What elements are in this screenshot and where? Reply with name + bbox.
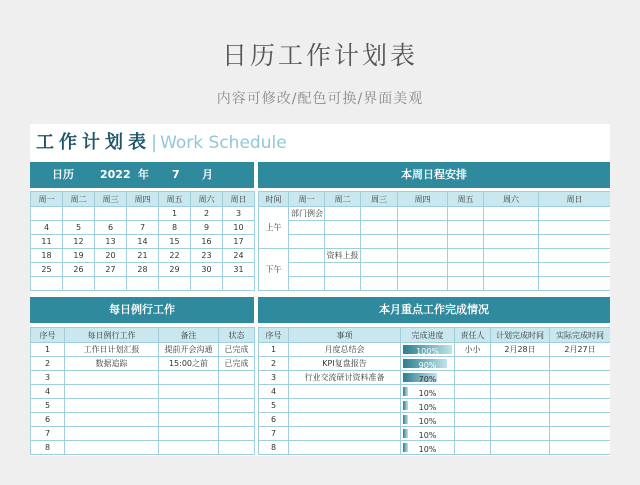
weekly-cell[interactable] <box>539 207 611 221</box>
calendar-day-cell[interactable]: 25 <box>31 263 63 277</box>
progress-bar <box>403 359 452 368</box>
progress-bar <box>403 443 452 452</box>
monthly-actual-cell[interactable] <box>550 413 611 427</box>
progress-fill <box>403 443 408 452</box>
daily-cell[interactable]: 已完成 <box>219 343 255 357</box>
calendar-header <box>30 162 254 188</box>
monthly-planned-cell[interactable] <box>491 357 550 371</box>
calendar-week-row <box>31 263 255 277</box>
monthly-actual-cell[interactable] <box>550 385 611 399</box>
calendar-day-cell[interactable]: 9 <box>191 221 223 235</box>
progress-fill <box>403 401 408 410</box>
monthly-planned-cell[interactable] <box>491 427 550 441</box>
progress-label: 10% <box>418 445 437 454</box>
weekly-cell[interactable] <box>361 277 398 291</box>
daily-routine-table <box>30 327 255 455</box>
monthly-row <box>259 441 611 455</box>
weekly-header-cell: 时间 <box>259 192 289 207</box>
monthly-owner-cell[interactable]: 小小 <box>455 343 491 357</box>
monthly-no-cell: 1 <box>259 343 289 357</box>
monthly-item-cell[interactable]: 月度总结会 <box>289 343 401 357</box>
weekly-row <box>259 235 611 249</box>
monthly-item-cell[interactable] <box>289 413 401 427</box>
daily-cell[interactable] <box>219 385 255 399</box>
daily-header <box>30 297 254 323</box>
calendar-table <box>30 191 255 291</box>
monthly-progress-table <box>258 327 610 455</box>
weekly-cell[interactable] <box>361 235 398 249</box>
weekday-header: 周三 <box>95 192 127 207</box>
calendar-day-cell[interactable] <box>95 277 127 291</box>
weekly-cell[interactable] <box>539 221 611 235</box>
weekly-cell[interactable] <box>289 249 325 263</box>
weekly-cell[interactable] <box>398 277 448 291</box>
monthly-row <box>259 427 611 441</box>
weekly-cell[interactable] <box>361 249 398 263</box>
daily-cell[interactable]: 8 <box>31 441 65 455</box>
calendar-day-cell[interactable]: 10 <box>223 221 255 235</box>
monthly-item-cell[interactable]: 行业交流研讨资料准备 <box>289 371 401 385</box>
daily-header-cell: 序号 <box>31 328 65 343</box>
monthly-actual-cell[interactable] <box>550 441 611 455</box>
daily-cell[interactable] <box>159 385 219 399</box>
calendar-day-cell[interactable]: 1 <box>159 207 191 221</box>
weekly-cell[interactable] <box>289 221 325 235</box>
monthly-header-cell: 计划完成时间 <box>491 328 550 343</box>
daily-cell[interactable] <box>159 371 219 385</box>
daily-header-cell: 备注 <box>159 328 219 343</box>
progress-bar <box>403 345 452 354</box>
progress-fill <box>403 387 408 396</box>
weekly-cell[interactable] <box>448 221 484 235</box>
monthly-no-cell: 4 <box>259 385 289 399</box>
weekly-cell[interactable] <box>448 249 484 263</box>
daily-cell[interactable] <box>159 427 219 441</box>
weekly-cell[interactable] <box>484 249 539 263</box>
weekly-cell[interactable] <box>289 235 325 249</box>
weekly-cell[interactable] <box>448 263 484 277</box>
calendar-day-cell[interactable] <box>63 277 95 291</box>
progress-bar <box>403 387 452 396</box>
monthly-planned-cell[interactable] <box>491 413 550 427</box>
weekly-header-cell: 周一 <box>289 192 325 207</box>
calendar-day-cell[interactable] <box>31 207 63 221</box>
monthly-actual-cell[interactable] <box>550 427 611 441</box>
monthly-actual-cell[interactable] <box>550 357 611 371</box>
daily-cell[interactable] <box>65 371 159 385</box>
daily-cell[interactable]: 2 <box>31 357 65 371</box>
weekly-cell[interactable] <box>325 221 361 235</box>
calendar-week-row <box>31 235 255 249</box>
weekly-schedule-table <box>258 191 610 291</box>
monthly-item-cell[interactable] <box>289 441 401 455</box>
daily-cell[interactable]: 已完成 <box>219 357 255 371</box>
daily-cell[interactable] <box>65 385 159 399</box>
monthly-item-cell[interactable] <box>289 385 401 399</box>
monthly-progress-cell <box>401 357 455 371</box>
calendar-day-cell[interactable]: 31 <box>223 263 255 277</box>
weekly-cell[interactable]: 部门例会 <box>289 207 325 221</box>
calendar-day-cell[interactable]: 19 <box>63 249 95 263</box>
daily-cell[interactable]: 6 <box>31 413 65 427</box>
calendar-year[interactable]: 2022 <box>100 168 131 181</box>
daily-row <box>31 371 255 385</box>
progress-label: 100% <box>416 347 439 356</box>
daily-cell[interactable] <box>159 399 219 413</box>
monthly-header-cell: 实际完成时间 <box>550 328 611 343</box>
daily-title: 每日例行工作 <box>109 303 175 316</box>
daily-row <box>31 399 255 413</box>
daily-cell[interactable]: 15:00之前 <box>159 357 219 371</box>
calendar-day-cell[interactable]: 27 <box>95 263 127 277</box>
monthly-header-cell: 事项 <box>289 328 401 343</box>
monthly-owner-cell[interactable] <box>455 385 491 399</box>
calendar-day-cell[interactable]: 14 <box>127 235 159 249</box>
daily-cell[interactable] <box>65 427 159 441</box>
weekly-row <box>259 221 611 235</box>
weekly-cell[interactable] <box>361 207 398 221</box>
calendar-day-cell[interactable]: 16 <box>191 235 223 249</box>
monthly-planned-cell[interactable] <box>491 385 550 399</box>
daily-header-row <box>31 328 255 343</box>
calendar-day-cell[interactable]: 30 <box>191 263 223 277</box>
daily-cell[interactable]: 4 <box>31 385 65 399</box>
calendar-day-cell[interactable]: 3 <box>223 207 255 221</box>
monthly-progress-cell <box>401 413 455 427</box>
monthly-no-cell: 8 <box>259 441 289 455</box>
monthly-planned-cell[interactable] <box>491 371 550 385</box>
monthly-row <box>259 413 611 427</box>
daily-row <box>31 413 255 427</box>
monthly-owner-cell[interactable] <box>455 441 491 455</box>
calendar-week-row <box>31 277 255 291</box>
weekday-header: 周四 <box>127 192 159 207</box>
weekly-cell[interactable] <box>484 207 539 221</box>
daily-cell[interactable] <box>219 371 255 385</box>
weekly-header-cell: 周六 <box>484 192 539 207</box>
monthly-header-cell: 责任人 <box>455 328 491 343</box>
weekly-title: 本周日程安排 <box>401 168 467 181</box>
monthly-actual-cell[interactable] <box>550 399 611 413</box>
monthly-row <box>259 385 611 399</box>
calendar-day-cell[interactable]: 28 <box>127 263 159 277</box>
calendar-day-cell[interactable] <box>127 277 159 291</box>
daily-cell[interactable]: 3 <box>31 371 65 385</box>
calendar-day-cell[interactable] <box>63 207 95 221</box>
page-subtitle: 内容可修改/配色可换/界面美观 <box>216 91 424 107</box>
calendar-day-cell[interactable]: 12 <box>63 235 95 249</box>
calendar-day-cell[interactable]: 6 <box>95 221 127 235</box>
calendar-week-row <box>31 221 255 235</box>
weekly-cell[interactable] <box>484 277 539 291</box>
calendar-day-cell[interactable]: 18 <box>31 249 63 263</box>
daily-cell[interactable]: 工作日计划汇报 <box>65 343 159 357</box>
calendar-day-cell[interactable]: 2 <box>191 207 223 221</box>
daily-cell[interactable] <box>219 399 255 413</box>
monthly-header <box>258 297 610 323</box>
calendar-day-cell[interactable]: 24 <box>223 249 255 263</box>
daily-cell[interactable] <box>65 399 159 413</box>
calendar-day-cell[interactable] <box>223 277 255 291</box>
daily-row <box>31 343 255 357</box>
calendar-label: 日历 <box>52 168 74 181</box>
daily-cell[interactable] <box>65 413 159 427</box>
weekly-row <box>259 207 611 221</box>
weekly-cell[interactable] <box>289 263 325 277</box>
weekly-cell[interactable] <box>448 277 484 291</box>
monthly-owner-cell[interactable] <box>455 399 491 413</box>
weekly-cell[interactable] <box>539 263 611 277</box>
page-title: 日历工作计划表 <box>221 41 418 70</box>
weekly-cell[interactable] <box>448 235 484 249</box>
weekly-row <box>259 277 611 291</box>
weekly-cell[interactable]: 资料上报 <box>325 249 361 263</box>
monthly-progress-cell <box>401 399 455 413</box>
daily-header-cell: 状态 <box>219 328 255 343</box>
weekly-header-cell: 周四 <box>398 192 448 207</box>
calendar-day-cell[interactable]: 29 <box>159 263 191 277</box>
weekday-header: 周日 <box>223 192 255 207</box>
weekly-row <box>259 263 611 277</box>
daily-cell[interactable]: 提前开会沟通 <box>159 343 219 357</box>
weekly-cell[interactable] <box>484 235 539 249</box>
calendar-day-cell[interactable]: 13 <box>95 235 127 249</box>
monthly-progress-cell <box>401 371 455 385</box>
calendar-day-cell[interactable]: 17 <box>223 235 255 249</box>
progress-label: 70% <box>418 375 437 384</box>
calendar-month[interactable]: 7 <box>172 168 180 181</box>
sheet-title-cn: 工作计划表 <box>36 132 151 153</box>
progress-label: 10% <box>418 431 437 440</box>
progress-fill <box>403 415 408 424</box>
time-slot-label: 上午 <box>259 207 289 249</box>
weekday-header: 周六 <box>191 192 223 207</box>
weekly-cell[interactable] <box>539 277 611 291</box>
monthly-progress-cell <box>401 385 455 399</box>
weekly-cell[interactable] <box>325 263 361 277</box>
sheet-title-en: Work Schedule <box>160 133 287 153</box>
weekly-header-cell: 周日 <box>539 192 611 207</box>
calendar-week-row <box>31 207 255 221</box>
calendar-day-cell[interactable] <box>127 207 159 221</box>
weekly-cell[interactable] <box>539 235 611 249</box>
monthly-header-row <box>259 328 611 343</box>
weekly-cell[interactable] <box>539 249 611 263</box>
daily-row <box>31 441 255 455</box>
progress-bar <box>403 415 452 424</box>
weekly-cell[interactable] <box>289 277 325 291</box>
calendar-day-cell[interactable]: 8 <box>159 221 191 235</box>
calendar-week-row <box>31 249 255 263</box>
daily-row <box>31 427 255 441</box>
monthly-progress-cell <box>401 343 455 357</box>
daily-cell[interactable]: 7 <box>31 427 65 441</box>
calendar-day-cell[interactable]: 7 <box>127 221 159 235</box>
daily-cell[interactable] <box>219 427 255 441</box>
calendar-day-cell[interactable]: 5 <box>63 221 95 235</box>
monthly-owner-cell[interactable] <box>455 371 491 385</box>
progress-bar <box>403 401 452 410</box>
weekday-header: 周二 <box>63 192 95 207</box>
daily-row <box>31 385 255 399</box>
weekly-header-cell: 周三 <box>361 192 398 207</box>
weekly-row <box>259 249 611 263</box>
monthly-header-cell: 序号 <box>259 328 289 343</box>
weekly-header-row <box>259 192 611 207</box>
calendar-day-cell[interactable]: 4 <box>31 221 63 235</box>
monthly-owner-cell[interactable] <box>455 413 491 427</box>
monthly-no-cell: 2 <box>259 357 289 371</box>
monthly-planned-cell[interactable] <box>491 441 550 455</box>
monthly-planned-cell[interactable]: 2月28日 <box>491 343 550 357</box>
calendar-day-cell[interactable]: 11 <box>31 235 63 249</box>
monthly-no-cell: 7 <box>259 427 289 441</box>
calendar-day-cell[interactable]: 21 <box>127 249 159 263</box>
monthly-item-cell[interactable] <box>289 399 401 413</box>
monthly-no-cell: 6 <box>259 413 289 427</box>
progress-bar <box>403 429 452 438</box>
calendar-day-cell[interactable] <box>95 207 127 221</box>
monthly-actual-cell[interactable]: 2月27日 <box>550 343 611 357</box>
daily-cell[interactable]: 数据追踪 <box>65 357 159 371</box>
title-separator: | <box>151 132 158 153</box>
progress-label: 10% <box>418 389 437 398</box>
weekly-cell[interactable] <box>325 207 361 221</box>
progress-label: 10% <box>418 403 437 412</box>
monthly-progress-cell <box>401 441 455 455</box>
daily-cell[interactable] <box>159 441 219 455</box>
calendar-day-cell[interactable] <box>159 277 191 291</box>
daily-header-cell: 每日例行工作 <box>65 328 159 343</box>
monthly-item-cell[interactable]: KPI复盘报告 <box>289 357 401 371</box>
daily-cell[interactable] <box>65 441 159 455</box>
weekday-header: 周一 <box>31 192 63 207</box>
progress-label: 10% <box>418 417 437 426</box>
monthly-row <box>259 371 611 385</box>
calendar-day-cell[interactable]: 20 <box>95 249 127 263</box>
weekly-header <box>258 162 610 188</box>
monthly-title: 本月重点工作完成情况 <box>379 303 489 316</box>
progress-fill <box>403 429 408 438</box>
weekly-cell[interactable] <box>361 221 398 235</box>
monthly-row <box>259 399 611 413</box>
calendar-year-unit: 年 <box>138 168 149 181</box>
monthly-row <box>259 357 611 371</box>
daily-row <box>31 357 255 371</box>
weekly-header-cell: 周五 <box>448 192 484 207</box>
weekly-cell[interactable] <box>448 207 484 221</box>
weekly-cell[interactable] <box>398 207 448 221</box>
weekly-cell[interactable] <box>361 263 398 277</box>
daily-cell[interactable] <box>159 413 219 427</box>
weekly-cell[interactable] <box>398 263 448 277</box>
weekly-cell[interactable] <box>398 221 448 235</box>
time-slot-label: 下午 <box>259 249 289 291</box>
weekly-header-cell: 周二 <box>325 192 361 207</box>
daily-cell[interactable]: 1 <box>31 343 65 357</box>
monthly-actual-cell[interactable] <box>550 371 611 385</box>
monthly-item-cell[interactable] <box>289 427 401 441</box>
calendar-day-cell[interactable] <box>191 277 223 291</box>
calendar-day-cell[interactable]: 26 <box>63 263 95 277</box>
calendar-day-cell[interactable] <box>31 277 63 291</box>
weekly-cell[interactable] <box>325 235 361 249</box>
monthly-owner-cell[interactable] <box>455 427 491 441</box>
schedule-sheet <box>30 124 610 456</box>
daily-cell[interactable] <box>219 413 255 427</box>
monthly-planned-cell[interactable] <box>491 399 550 413</box>
calendar-month-unit: 月 <box>202 168 213 181</box>
calendar-weekday-row <box>31 192 255 207</box>
sheet-title <box>36 130 287 156</box>
monthly-no-cell: 5 <box>259 399 289 413</box>
monthly-header-cell: 完成进度 <box>401 328 455 343</box>
monthly-progress-cell <box>401 427 455 441</box>
weekly-cell[interactable] <box>325 277 361 291</box>
weekly-cell[interactable] <box>484 263 539 277</box>
monthly-owner-cell[interactable] <box>455 357 491 371</box>
weekly-cell[interactable] <box>398 249 448 263</box>
weekly-cell[interactable] <box>484 221 539 235</box>
calendar-day-cell[interactable]: 15 <box>159 235 191 249</box>
monthly-row <box>259 343 611 357</box>
calendar-day-cell[interactable]: 23 <box>191 249 223 263</box>
calendar-day-cell[interactable]: 22 <box>159 249 191 263</box>
monthly-no-cell: 3 <box>259 371 289 385</box>
daily-cell[interactable] <box>219 441 255 455</box>
daily-cell[interactable]: 5 <box>31 399 65 413</box>
weekly-cell[interactable] <box>398 235 448 249</box>
progress-bar <box>403 373 452 382</box>
weekday-header: 周五 <box>159 192 191 207</box>
progress-label: 90% <box>418 361 437 370</box>
